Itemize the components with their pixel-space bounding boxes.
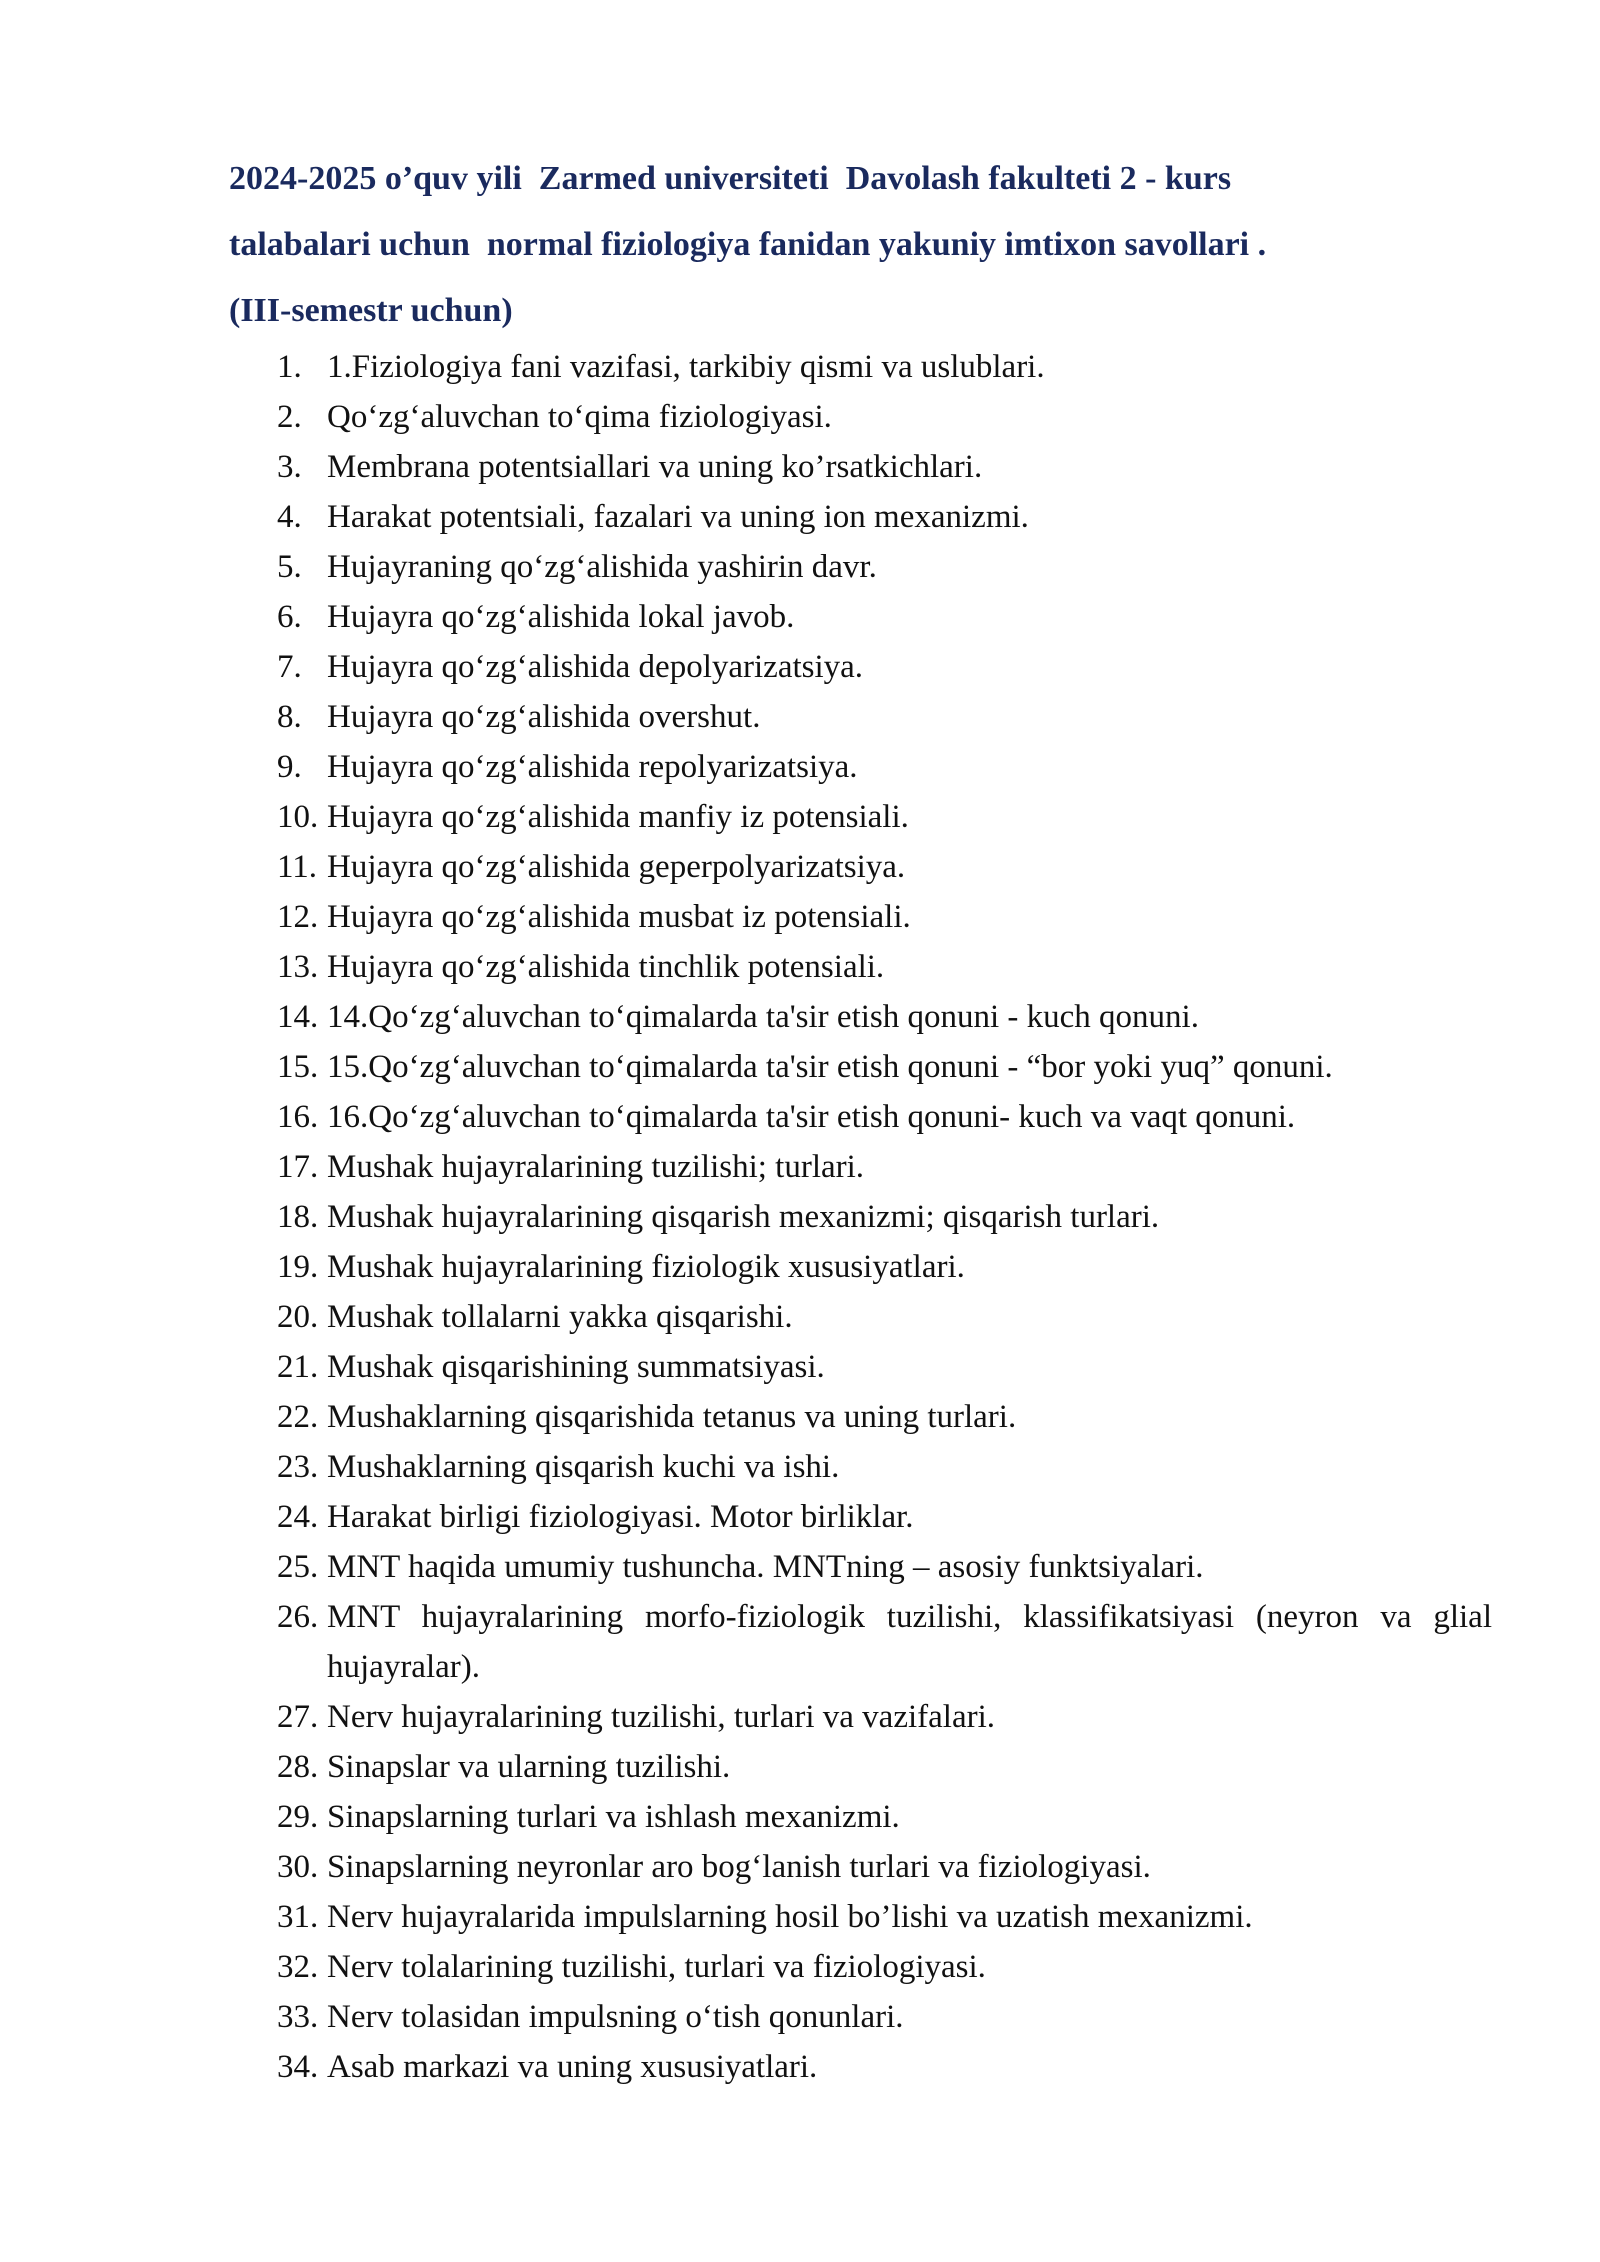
question-item	[0, 692, 1492, 742]
question-number: 33.	[277, 1999, 319, 2035]
question-item	[0, 592, 1492, 642]
question-number: 10.	[277, 799, 319, 835]
question-number: 7.	[277, 649, 302, 685]
question-text: Nerv hujayralarida impulslarning hosil bo’lishi va uzatish mexanizmi.	[327, 1899, 1253, 1935]
question-text: Hujayra qo‘zg‘alishida lokal javob.	[327, 599, 795, 635]
question-text: Hujayra qo‘zg‘alishida depolyarizatsiya.	[327, 649, 864, 685]
question-text: 15.Qo‘zg‘aluvchan to‘qimalarda ta'sir etish qonuni - “bor yoki yuq” qonuni.	[327, 1049, 1333, 1085]
heading-line-3: (III-semestr uchun)	[229, 292, 513, 329]
question-item	[0, 792, 1492, 842]
question-number: 34.	[277, 2049, 319, 2085]
question-text: Harakat potentsiali, fazalari va uning ion mexanizmi.	[327, 499, 1029, 535]
question-item	[0, 1042, 1492, 1092]
question-number: 14.	[277, 999, 319, 1035]
question-number: 20.	[277, 1299, 319, 1335]
question-text: Sinapslar va ularning tuzilishi.	[327, 1749, 731, 1785]
question-number: 17.	[277, 1149, 319, 1185]
question-text: 14.Qo‘zg‘aluvchan to‘qimalarda ta'sir etish qonuni - kuch qonuni.	[327, 999, 1199, 1035]
question-item	[0, 942, 1492, 992]
question-text: Hujayra qo‘zg‘alishida overshut.	[327, 699, 761, 735]
question-item	[0, 1242, 1492, 1292]
document-heading	[229, 146, 1479, 344]
question-text: Qo‘zg‘aluvchan to‘qima fiziologiyasi.	[327, 399, 832, 435]
question-item	[0, 1542, 1492, 1592]
question-number: 16.	[277, 1099, 319, 1135]
question-item	[0, 392, 1492, 442]
question-number: 19.	[277, 1249, 319, 1285]
heading-line-1: 2024-2025 o’quv yili Zarmed universiteti Davolash fakulteti 2 - kurs	[229, 160, 1232, 197]
question-item	[0, 1092, 1492, 1142]
question-text: Mushak hujayralarining tuzilishi; turlari.	[327, 1149, 865, 1185]
question-number: 31.	[277, 1899, 319, 1935]
question-item	[0, 1392, 1492, 1442]
question-text: MNT hujayralarining morfo-fiziologik tuzilishi, klassifikatsiyasi (neyron va glial hujayralar).	[327, 1599, 1492, 1685]
question-number: 24.	[277, 1499, 319, 1535]
question-text: Nerv tolalarining tuzilishi, turlari va fiziologiyasi.	[327, 1949, 986, 1985]
question-number: 30.	[277, 1849, 319, 1885]
question-number: 1.	[277, 349, 302, 385]
question-number: 28.	[277, 1749, 319, 1785]
question-item	[0, 2042, 1492, 2092]
question-number: 18.	[277, 1199, 319, 1235]
question-number: 2.	[277, 399, 302, 435]
question-item	[0, 642, 1492, 692]
question-number: 4.	[277, 499, 302, 535]
question-text: Mushaklarning qisqarish kuchi va ishi.	[327, 1449, 840, 1485]
question-item	[0, 1492, 1492, 1542]
question-text: Hujayraning qo‘zg‘alishida yashirin davr.	[327, 549, 877, 585]
question-number: 11.	[277, 849, 318, 885]
question-number: 13.	[277, 949, 319, 985]
question-text: Hujayra qo‘zg‘alishida musbat iz potensiali.	[327, 899, 911, 935]
question-number: 21.	[277, 1349, 319, 1385]
question-text: Harakat birligi fiziologiyasi. Motor birliklar.	[327, 1499, 914, 1535]
question-number: 32.	[277, 1949, 319, 1985]
question-text: Nerv hujayralarining tuzilishi, turlari va vazifalari.	[327, 1699, 995, 1735]
questions-list	[0, 342, 1600, 2092]
question-text: Hujayra qo‘zg‘alishida tinchlik potensiali.	[327, 949, 885, 985]
question-item	[0, 492, 1492, 542]
question-number: 5.	[277, 549, 302, 585]
question-item	[0, 742, 1492, 792]
question-item	[0, 342, 1492, 392]
question-item	[0, 1342, 1492, 1392]
question-item	[0, 992, 1492, 1042]
question-item	[0, 1692, 1492, 1742]
question-text: Hujayra qo‘zg‘alishida manfiy iz potensiali.	[327, 799, 909, 835]
question-number: 25.	[277, 1549, 319, 1585]
question-number: 23.	[277, 1449, 319, 1485]
question-text: Mushak tollalarni yakka qisqarishi.	[327, 1299, 793, 1335]
question-item	[0, 892, 1492, 942]
question-item	[0, 1292, 1492, 1342]
question-text: MNT haqida umumiy tushuncha. MNTning – asosiy funktsiyalari.	[327, 1549, 1204, 1585]
question-text: Nerv tolasidan impulsning o‘tish qonunlari.	[327, 1999, 904, 2035]
question-text: 16.Qo‘zg‘aluvchan to‘qimalarda ta'sir etish qonuni- kuch va vaqt qonuni.	[327, 1099, 1296, 1135]
heading-line-2: talabalari uchun normal fiziologiya fanidan yakuniy imtixon savollari .	[229, 226, 1267, 263]
question-number: 15.	[277, 1049, 319, 1085]
question-number: 12.	[277, 899, 319, 935]
question-number: 6.	[277, 599, 302, 635]
question-text: Hujayra qo‘zg‘alishida geperpolyarizatsiya.	[327, 849, 906, 885]
question-item	[0, 542, 1492, 592]
question-item	[0, 1192, 1492, 1242]
question-number: 22.	[277, 1399, 319, 1435]
question-text: Mushaklarning qisqarishida tetanus va uning turlari.	[327, 1399, 1017, 1435]
question-item	[0, 842, 1492, 892]
question-item	[0, 1792, 1492, 1842]
question-number: 29.	[277, 1799, 319, 1835]
question-item	[0, 442, 1492, 492]
question-item	[0, 1992, 1492, 2042]
question-item	[0, 1842, 1492, 1892]
question-item	[0, 1742, 1492, 1792]
question-item	[0, 1142, 1492, 1192]
question-number: 26.	[277, 1599, 319, 1635]
question-number: 9.	[277, 749, 302, 785]
question-number: 3.	[277, 449, 302, 485]
question-item	[0, 1592, 1492, 1692]
question-number: 27.	[277, 1699, 319, 1735]
question-text: Sinapslarning turlari va ishlash mexanizmi.	[327, 1799, 900, 1835]
question-item	[0, 1942, 1492, 1992]
question-number: 8.	[277, 699, 302, 735]
question-item	[0, 1892, 1492, 1942]
question-text: Membrana potentsiallari va uning ko’rsatkichlari.	[327, 449, 983, 485]
question-text: 1.Fiziologiya fani vazifasi, tarkibiy qismi va uslublari.	[327, 349, 1045, 385]
question-text: Hujayra qo‘zg‘alishida repolyarizatsiya.	[327, 749, 858, 785]
question-text: Mushak hujayralarining fiziologik xususiyatlari.	[327, 1249, 965, 1285]
question-text: Sinapslarning neyronlar aro bog‘lanish turlari va fiziologiyasi.	[327, 1849, 1151, 1885]
question-text: Mushak hujayralarining qisqarish mexanizmi; qisqarish turlari.	[327, 1199, 1160, 1235]
question-text: Asab markazi va uning xususiyatlari.	[327, 2049, 818, 2085]
question-text: Mushak qisqarishining summatsiyasi.	[327, 1349, 825, 1385]
question-item	[0, 1442, 1492, 1492]
